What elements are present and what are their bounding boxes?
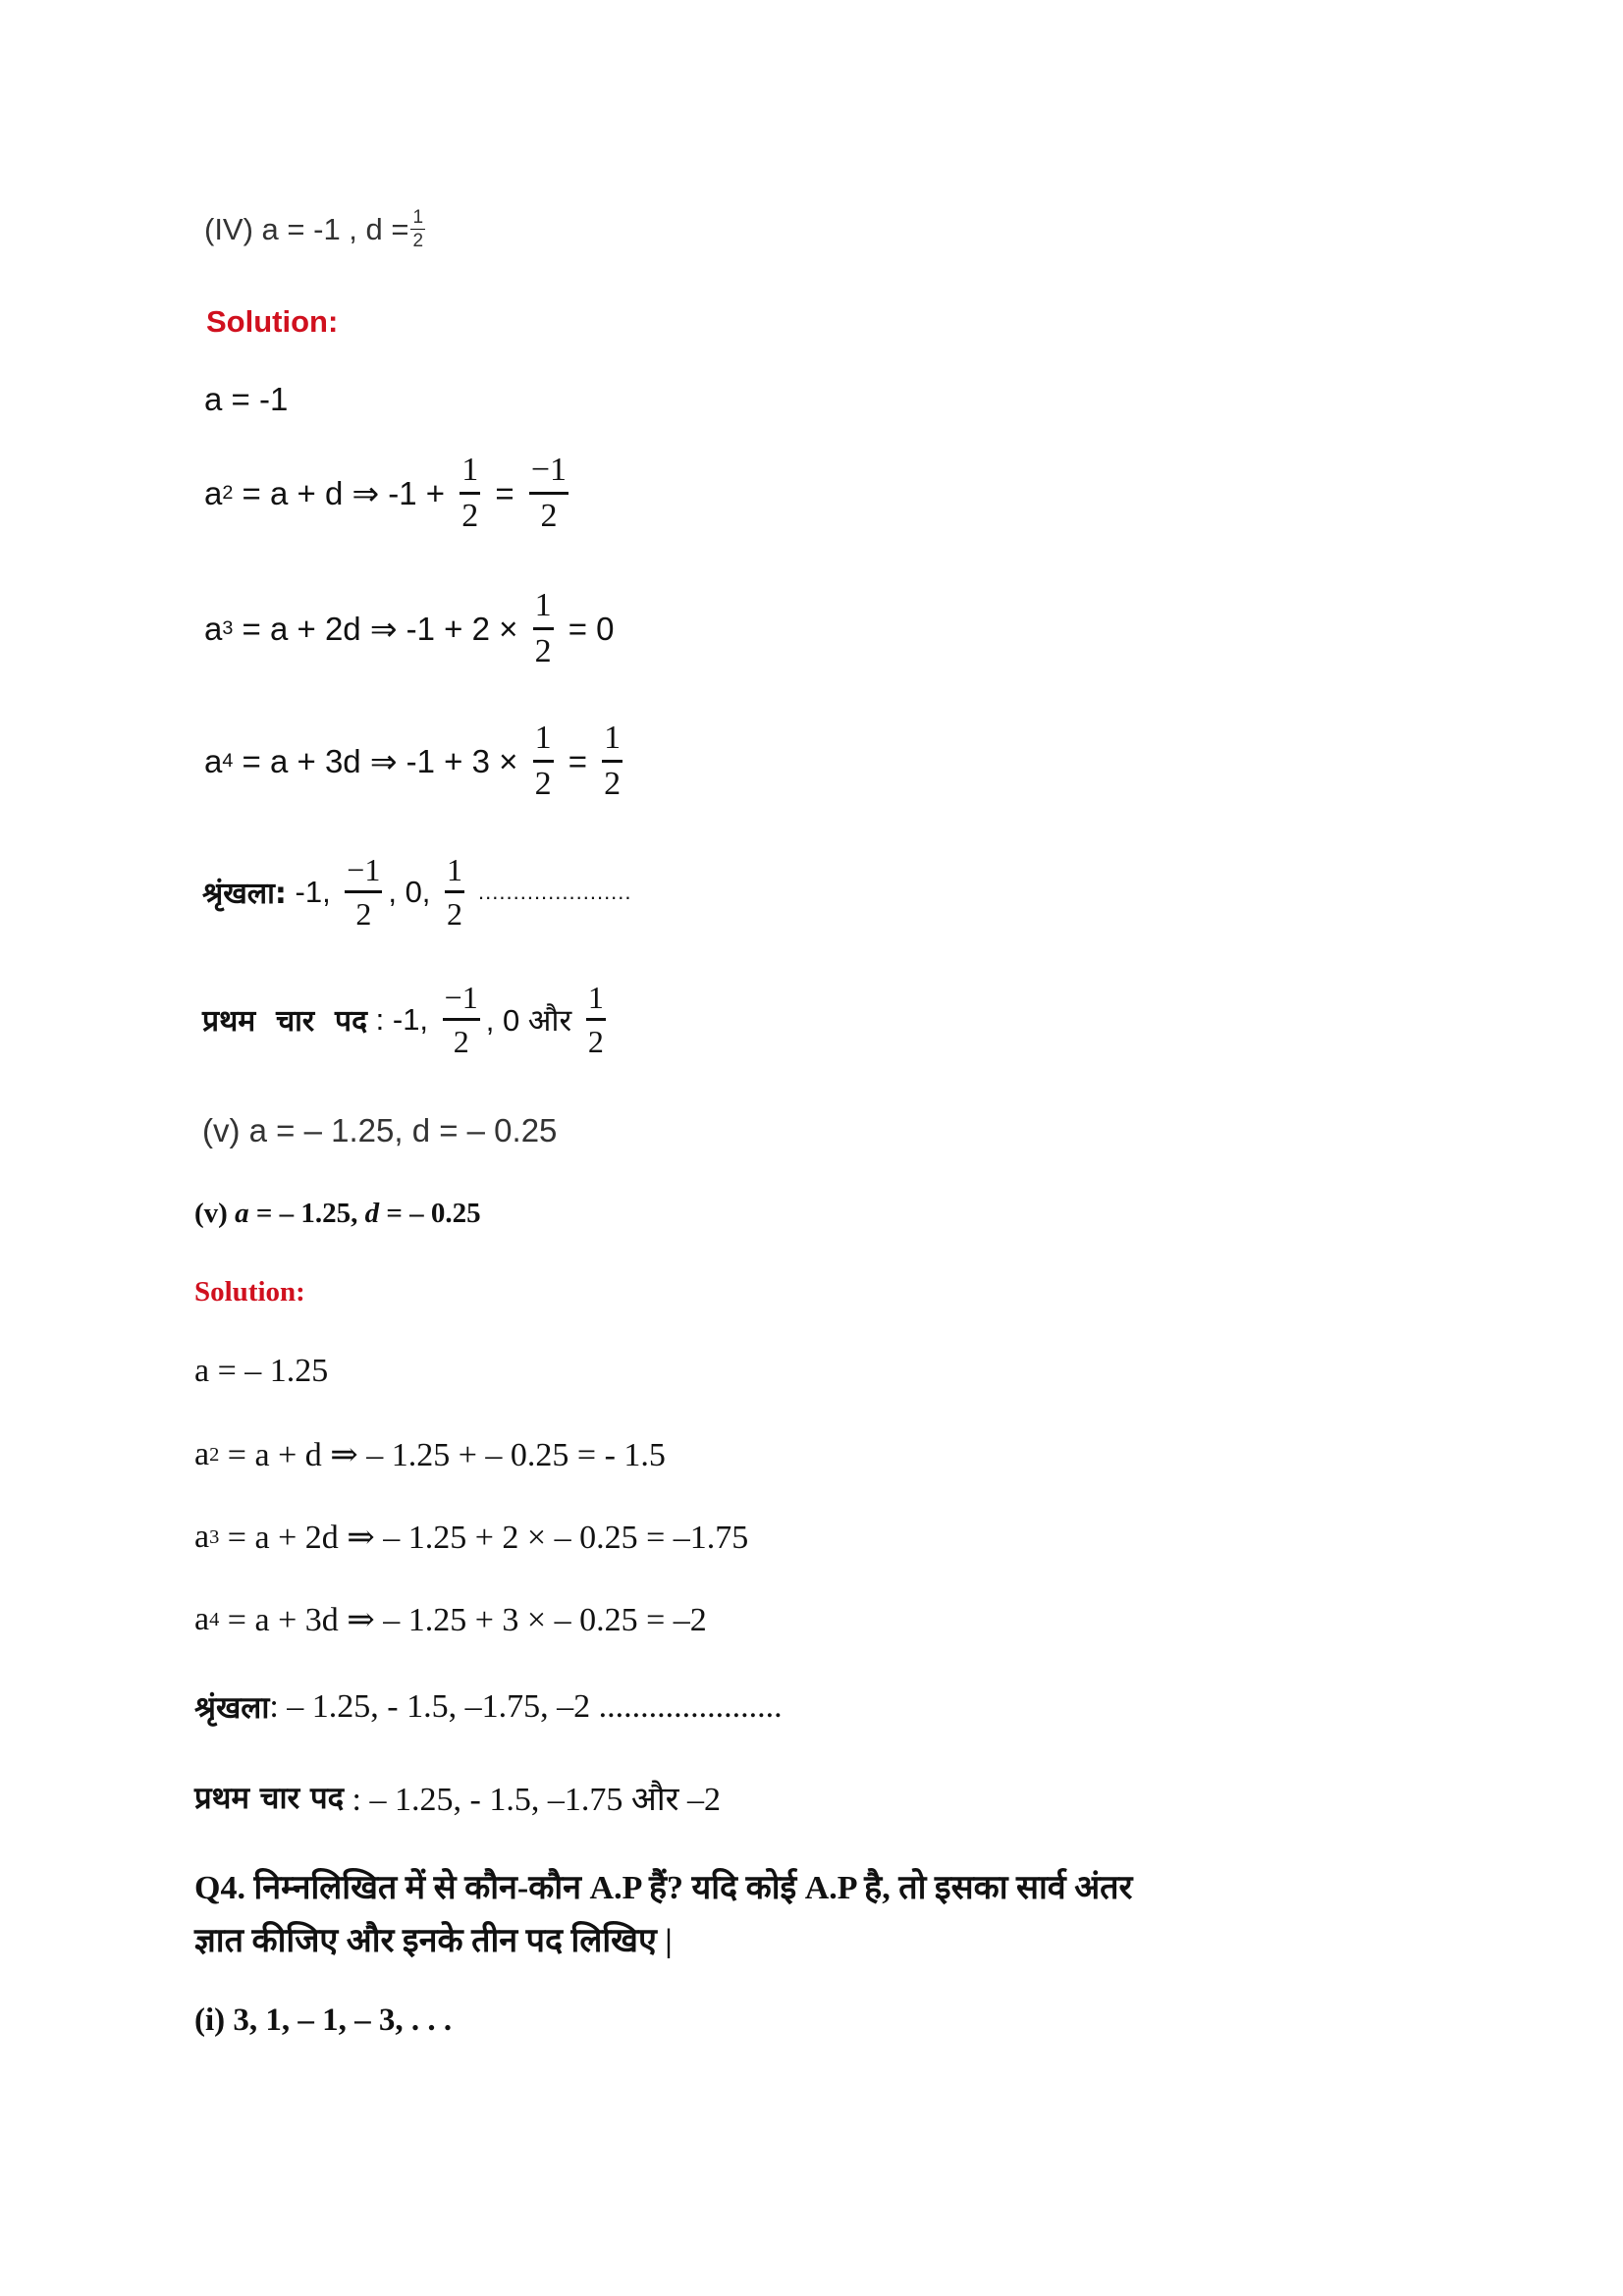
- fraction: $\frac{-1}{2}$: [347, 852, 381, 932]
- q4-question-line-2: ज्ञात कीजिए और इनके तीन पद लिखिए |: [194, 1923, 673, 1959]
- first-four-label: प्रथम चार पद: [194, 1781, 345, 1816]
- q4-part-i: (i) 3, 1, – 1, – 3, . . .: [194, 2002, 453, 2038]
- part-v-a3-line: a 3 = a + 2d ⇒ – 1.25 + 2 × – 0.25 = –1.75: [194, 1519, 749, 1556]
- fraction: $\frac{1}{2}$: [447, 852, 463, 932]
- part-iv-a-line: a = -1: [204, 381, 289, 417]
- part-v-series-line: श्रृंखला : – 1.25, - 1.5, –1.75, –2 ......................: [194, 1688, 783, 1726]
- solution-label-v: Solution:: [194, 1276, 305, 1308]
- first-four-label: प्रथम चार पद: [202, 1004, 368, 1039]
- part-v-heading-image: (v) a = – 1.25, d = – 0.25: [202, 1112, 558, 1148]
- series-label: श्रृंखला: [194, 1690, 270, 1726]
- fraction: $\frac{1}{2}$: [534, 720, 552, 802]
- fraction: $\frac{1}{2}$: [587, 980, 604, 1059]
- fraction: $\frac{-1}{2}$: [530, 452, 568, 534]
- part-iv-first-four-line: प्रथम चार पद : -1, $\frac{-1}{2}$ , 0 और $\frac{1}{2}$: [202, 980, 604, 1059]
- part-v-a-line: a = – 1.25: [194, 1353, 329, 1389]
- q4-question-line-1: Q4. निम्नलिखित में से कौन-कौन A.P हैं? यदि कोई A.P है, तो इसका सार्व अंतर: [194, 1870, 1133, 1906]
- part-iv-a2-line: a 2 = a + d ⇒ -1 + $\frac{1}{2}$ = $\frac{-1}{2}$: [204, 452, 568, 534]
- part-v-heading: (v) a = – 1.25, d = – 0.25: [194, 1198, 481, 1229]
- part-v-a2-line: a 2 = a + d ⇒ – 1.25 + – 0.25 = - 1.5: [194, 1436, 666, 1473]
- part-v-first-four-line: प्रथम चार पद : – 1.25, - 1.5, –1.75 और –2: [194, 1775, 721, 1820]
- part-iv-series-line: श्रृंखला: -1, $\frac{-1}{2}$ , 0, $\frac{1}{2}$ ......................: [202, 852, 632, 932]
- part-iv-a4-line: a 4 = a + 3d ⇒ -1 + 3 × $\frac{1}{2}$ = $\frac{1}{2}$: [204, 720, 622, 802]
- fraction: $\frac{-1}{2}$: [444, 980, 478, 1059]
- series-label: श्रृंखला:: [202, 877, 287, 911]
- solution-label-iv: Solution:: [206, 304, 339, 339]
- part-iv-heading: [204, 208, 431, 250]
- fraction: $\frac{1}{2}$: [461, 452, 479, 534]
- fraction-d: $\frac{1}{2}$: [412, 207, 424, 251]
- part-iv-a3-line: a 3 = a + 2d ⇒ -1 + 2 × $\frac{1}{2}$ = 0: [204, 587, 615, 669]
- part-iv-heading-prefix: (IV) a = -1 , d =: [204, 211, 409, 246]
- fraction: $\frac{1}{2}$: [604, 720, 622, 802]
- fraction: $\frac{1}{2}$: [534, 587, 552, 669]
- part-v-a4-line: a 4 = a + 3d ⇒ – 1.25 + 3 × – 0.25 = –2: [194, 1601, 707, 1638]
